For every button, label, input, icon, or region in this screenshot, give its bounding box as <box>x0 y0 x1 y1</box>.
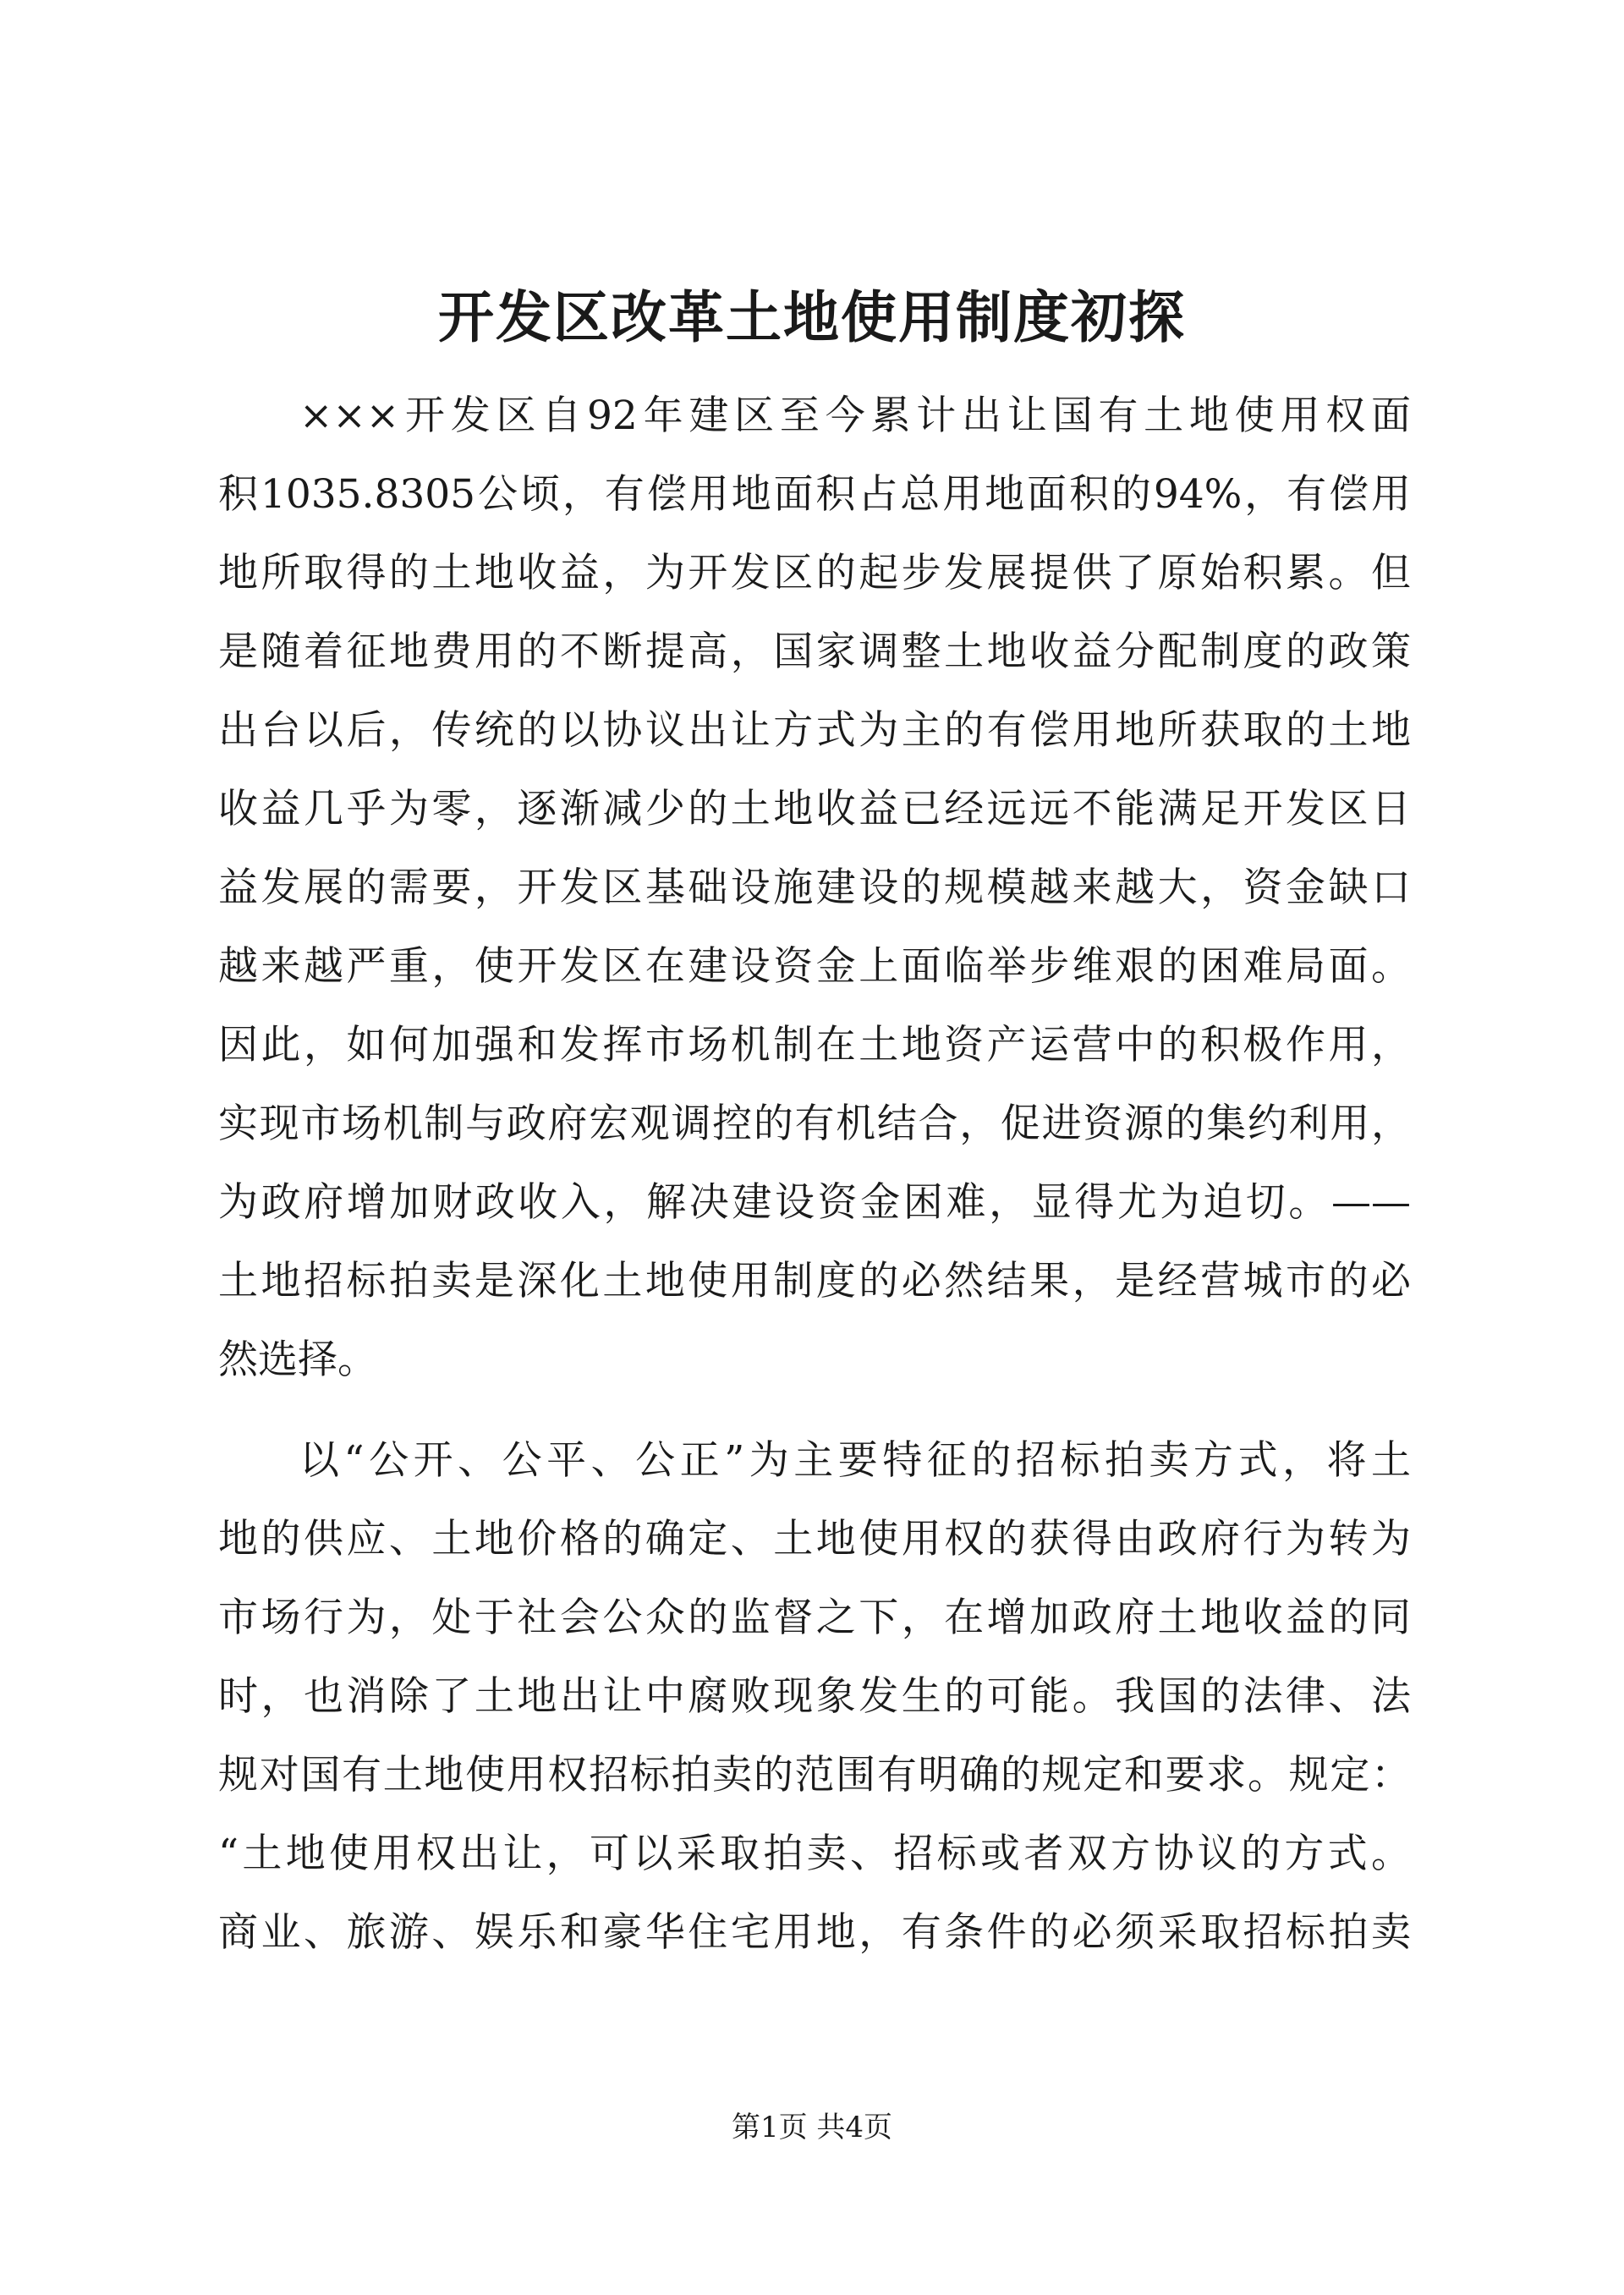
document-title: 开发区改革土地使用制度初探 <box>438 284 1186 350</box>
text-line: 为政府增加财政收入，解决建设资金困难，显得尤为迫切。—— <box>218 1179 1411 1226</box>
text-line: “土地使用权出让，可以采取拍卖、招标或者双方协议的方式。 <box>218 1831 1411 1877</box>
text-line: 市场行为，处于社会公众的监督之下，在增加政府土地收益的同 <box>218 1595 1411 1641</box>
text-line: 商业、旅游、娱乐和豪华住宅用地，有条件的必须采取招标拍卖 <box>218 1909 1411 1956</box>
paragraph-2 <box>218 1421 1411 1972</box>
text-line: 是随着征地费用的不断提高，国家调整土地收益分配制度的政策 <box>218 629 1411 675</box>
text-line: 时，也消除了土地出让中腐败现象发生的可能。我国的法律、法 <box>218 1673 1411 1720</box>
page-footer: 第1页 共4页 <box>731 2111 893 2144</box>
text-line: 以“公开、公平、公正”为主要特征的招标拍卖方式，将土 <box>299 1437 1411 1484</box>
text-line: 积1035.8305公顷，有偿用地面积占总用地面积的94%，有偿用 <box>218 471 1411 518</box>
text-line: 地的供应、土地价格的确定、土地使用权的获得由政府行为转为 <box>218 1516 1411 1562</box>
text-line: 出台以后，传统的以协议出让方式为主的有偿用地所获取的土地 <box>218 707 1411 754</box>
text-line: 越来越严重，使开发区在建设资金上面临举步维艰的困难局面。 <box>218 943 1411 990</box>
text-line: 益发展的需要，开发区基础设施建设的规模越来越大，资金缺口 <box>218 865 1411 911</box>
paragraph-1 <box>218 376 1411 1399</box>
paragraph-spacer <box>218 1399 1411 1421</box>
document-body <box>218 376 1411 1972</box>
text-line: 规对国有土地使用权招标拍卖的范围有明确的规定和要求。规定： <box>218 1752 1411 1798</box>
text-line: 然选择。 <box>218 1337 377 1383</box>
text-line: 土地招标拍卖是深化土地使用制度的必然结果，是经营城市的必 <box>218 1258 1411 1304</box>
text-line: 收益几乎为零，逐渐减少的土地收益已经远远不能满足开发区日 <box>218 786 1411 832</box>
text-line: 因此，如何加强和发挥市场机制在土地资产运营中的积极作用， <box>218 1022 1411 1068</box>
text-line: 地所取得的土地收益，为开发区的起步发展提供了原始积累。但 <box>218 550 1411 596</box>
text-line: 实现市场机制与政府宏观调控的有机结合，促进资源的集约利用， <box>218 1101 1411 1147</box>
text-line: ×××开发区自92年建区至今累计出让国有土地使用权面 <box>299 393 1411 439</box>
